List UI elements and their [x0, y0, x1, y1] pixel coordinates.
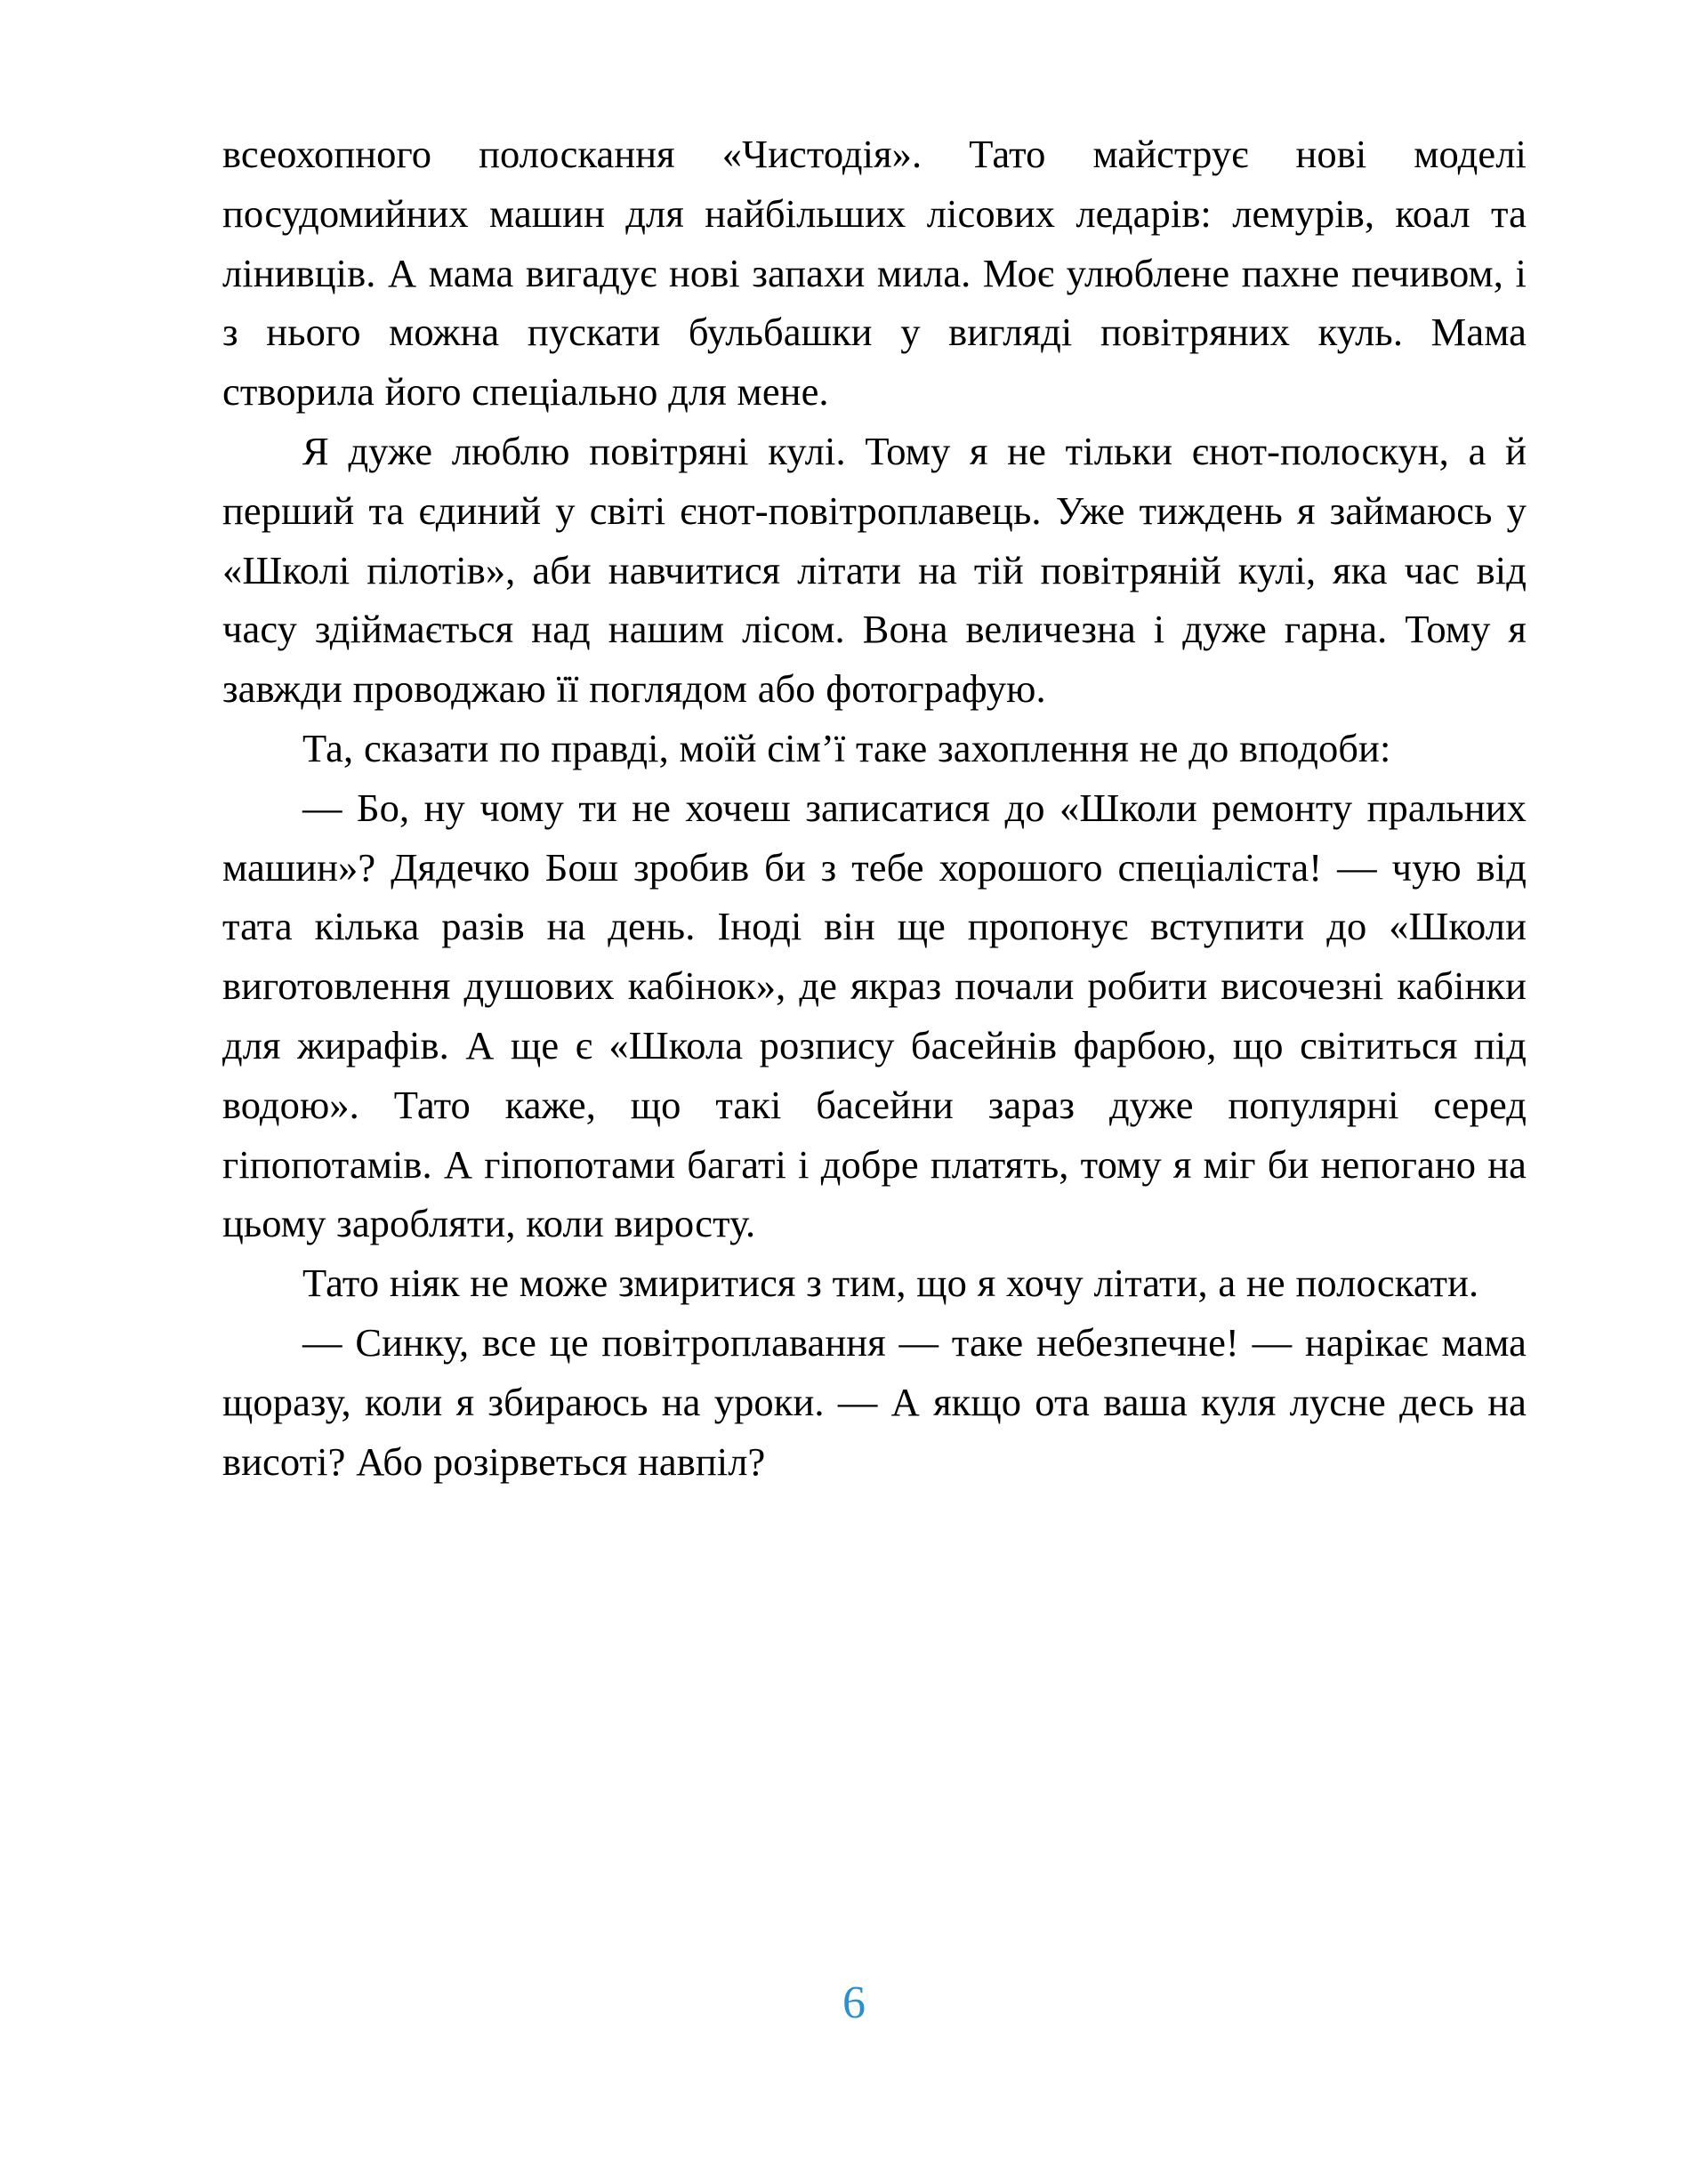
body-paragraph: Я дуже люблю повітряні кулі. Тому я не тільки єнот-полоскун, а й перший та єдиний у світі єнот-повітроплавець. Уже тиждень я займаюсь у «Школі пілотів», аби навчитися літати на тій повітряній кулі, яка час від часу здіймається над нашим лісом. Вона величезна і дуже гарна. Тому я завжди проводжаю її поглядом або фотографую.: [222, 428, 1527, 712]
body-paragraph: Та, сказати по правді, моїй сім’ї таке захоплення не до вподоби:: [302, 725, 1391, 770]
page-number: 6: [842, 1978, 866, 2028]
body-paragraph: всеохопного полоскання «Чистодія». Тато майструє нові моделі посудомийних машин для найбільших лісових ледарів: лемурів, коал та лінивців. А мама вигадує нові запахи мила. Моє улюблене пахне печивом, і з нього можна пускати бульбашки у вигляді повітряних куль. Мама створила його спеціально для мене.: [222, 132, 1527, 415]
body-paragraph: — Бо, ну чому ти не хочеш записатися до «Школи ремонту пральних машин»? Дядечко Бош зробив би з тебе хорошого спеціаліста! — чую від тата кілька разів на день. Іноді він ще пропонує вступити до «Школи виготовлення душових кабінок», де якраз почали робити височезні кабінки для жирафів. А ще є «Школа розпису басейнів фарбою, що світиться під водою». Тато каже, що такі басейни зараз дуже популярні серед гіпопотамів. А гіпопотами багаті і добре платять, тому я міг би непогано на цьому заробляти, коли виросту.: [222, 785, 1527, 1246]
body-paragraph: Тато ніяк не може змиритися з тим, що я хочу літати, а не полоскати.: [302, 1261, 1479, 1306]
body-text-column: [222, 125, 1527, 1491]
body-paragraph: — Синку, все це повітроплавання — таке небезпечне! — нарікає мама щоразу, коли я збираюсь на уроки. — А якщо ота ваша куля лусне десь на висоті? Або розірветься навпіл?: [222, 1319, 1527, 1484]
